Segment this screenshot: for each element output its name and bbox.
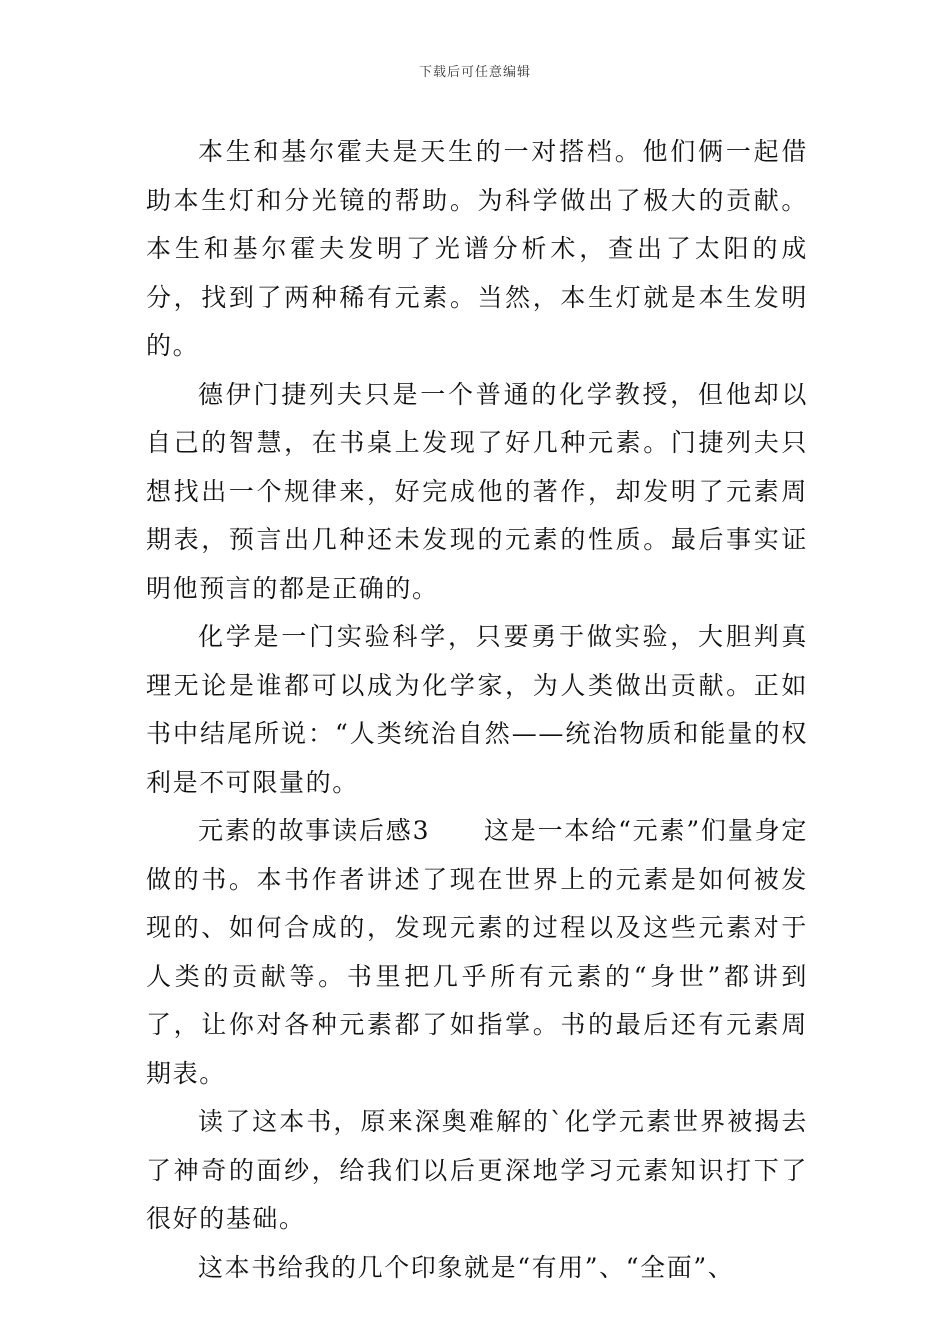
document-body xyxy=(146,128,808,1292)
paragraph-impressions: 这本书给我的几个印象就是“有用”、“全面”、 xyxy=(198,1252,735,1282)
paragraph-chemistry-science: 化学是一门实验科学，只要勇于做实验，大胆判真理无论是谁都可以成为化学家，为人类做出贡献。正如书中结尾所说：“人类统治自然——统治物质和能量的权利是不可限量的。 xyxy=(146,622,808,797)
paragraph-mendeleev: 德伊门捷列夫只是一个普通的化学教授，但他却以自己的智慧，在书桌上发现了好几种元素。门捷列夫只想找出一个规律来，好完成他的著作，却发明了元素周期表，预言出几种还未发现的元素的性质。最后事实证明他预言的都是正确的。 xyxy=(146,379,808,603)
paragraph-bunsen-kirchhoff: 本生和基尔霍夫是天生的一对搭档。他们俩一起借助本生灯和分光镜的帮助。为科学做出了极大的贡献。本生和基尔霍夫发明了光谱分析术，查出了太阳的成分，找到了两种稀有元素。当然，本生灯就是本生发明的。 xyxy=(146,137,808,360)
paragraph-after-reading: 读了这本书，原来深奥难解的`化学元素世界被揭去了神奇的面纱，给我们以后更深地学习元素知识打下了很好的基础。 xyxy=(146,1107,808,1233)
paragraph-review-3: 元素的故事读后感3 这是一本给“元素”们量身定做的书。本书作者讲述了现在世界上的元素是如何被发现的、如何合成的，发现元素的过程以及这些元素对于人类的贡献等。书里把几乎所有元素的“身世”都讲到了，让你对各种元素都了如指掌。书的最后还有元素周期表。 xyxy=(146,816,808,1088)
page-header: 下载后可任意编辑 xyxy=(418,65,531,80)
